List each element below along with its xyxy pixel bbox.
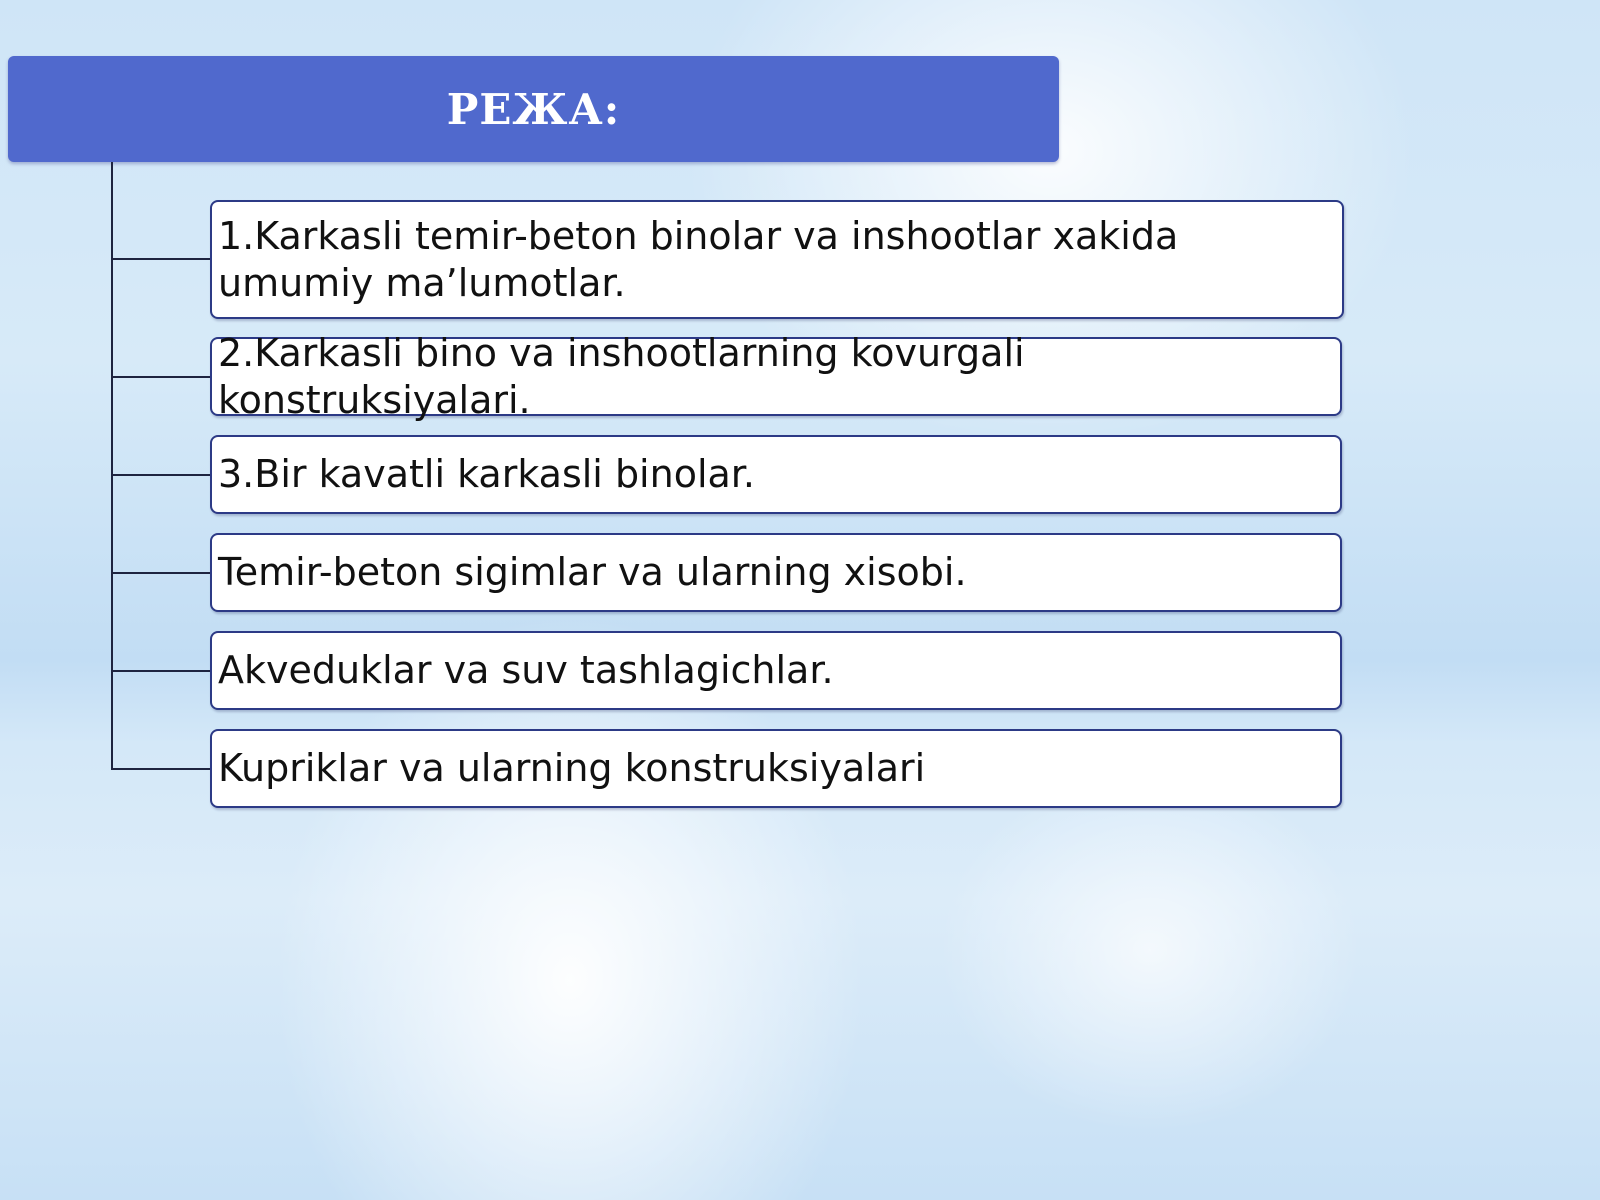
connector-branch-6: [111, 768, 210, 770]
plan-item-4: [210, 533, 1342, 612]
plan-item-text: Kupriklar va ularning konstruksiyalari: [218, 746, 926, 790]
title-bar: [8, 56, 1059, 162]
connector-branch-4: [111, 572, 210, 574]
plan-item-text: Akveduklar va suv tashlagichlar.: [218, 648, 834, 692]
connector-trunk: [111, 162, 113, 770]
plan-item-6: [210, 729, 1342, 808]
plan-item-text: 1.Karkasli temir-beton binolar va inshootlar xakida umumiy ma’lumotlar.: [218, 213, 1179, 305]
connector-branch-1: [111, 258, 210, 260]
plan-item-text: 2.Karkasli bino va inshootlarning kovurgali konstruksiyalari.: [218, 330, 1025, 422]
plan-item-text: Temir-beton sigimlar va ularning xisobi.: [218, 550, 967, 594]
plan-item-5: [210, 631, 1342, 710]
plan-item-2: [210, 330, 1342, 422]
slide-title: РЕЖА:: [446, 84, 621, 134]
connector-branch-5: [111, 670, 210, 672]
plan-item-text: 3.Bir kavatli karkasli binolar.: [218, 452, 756, 496]
plan-item-1: [210, 200, 1344, 319]
plan-item-3: [210, 435, 1342, 514]
connector-branch-2: [111, 376, 210, 378]
connector-branch-3: [111, 474, 210, 476]
